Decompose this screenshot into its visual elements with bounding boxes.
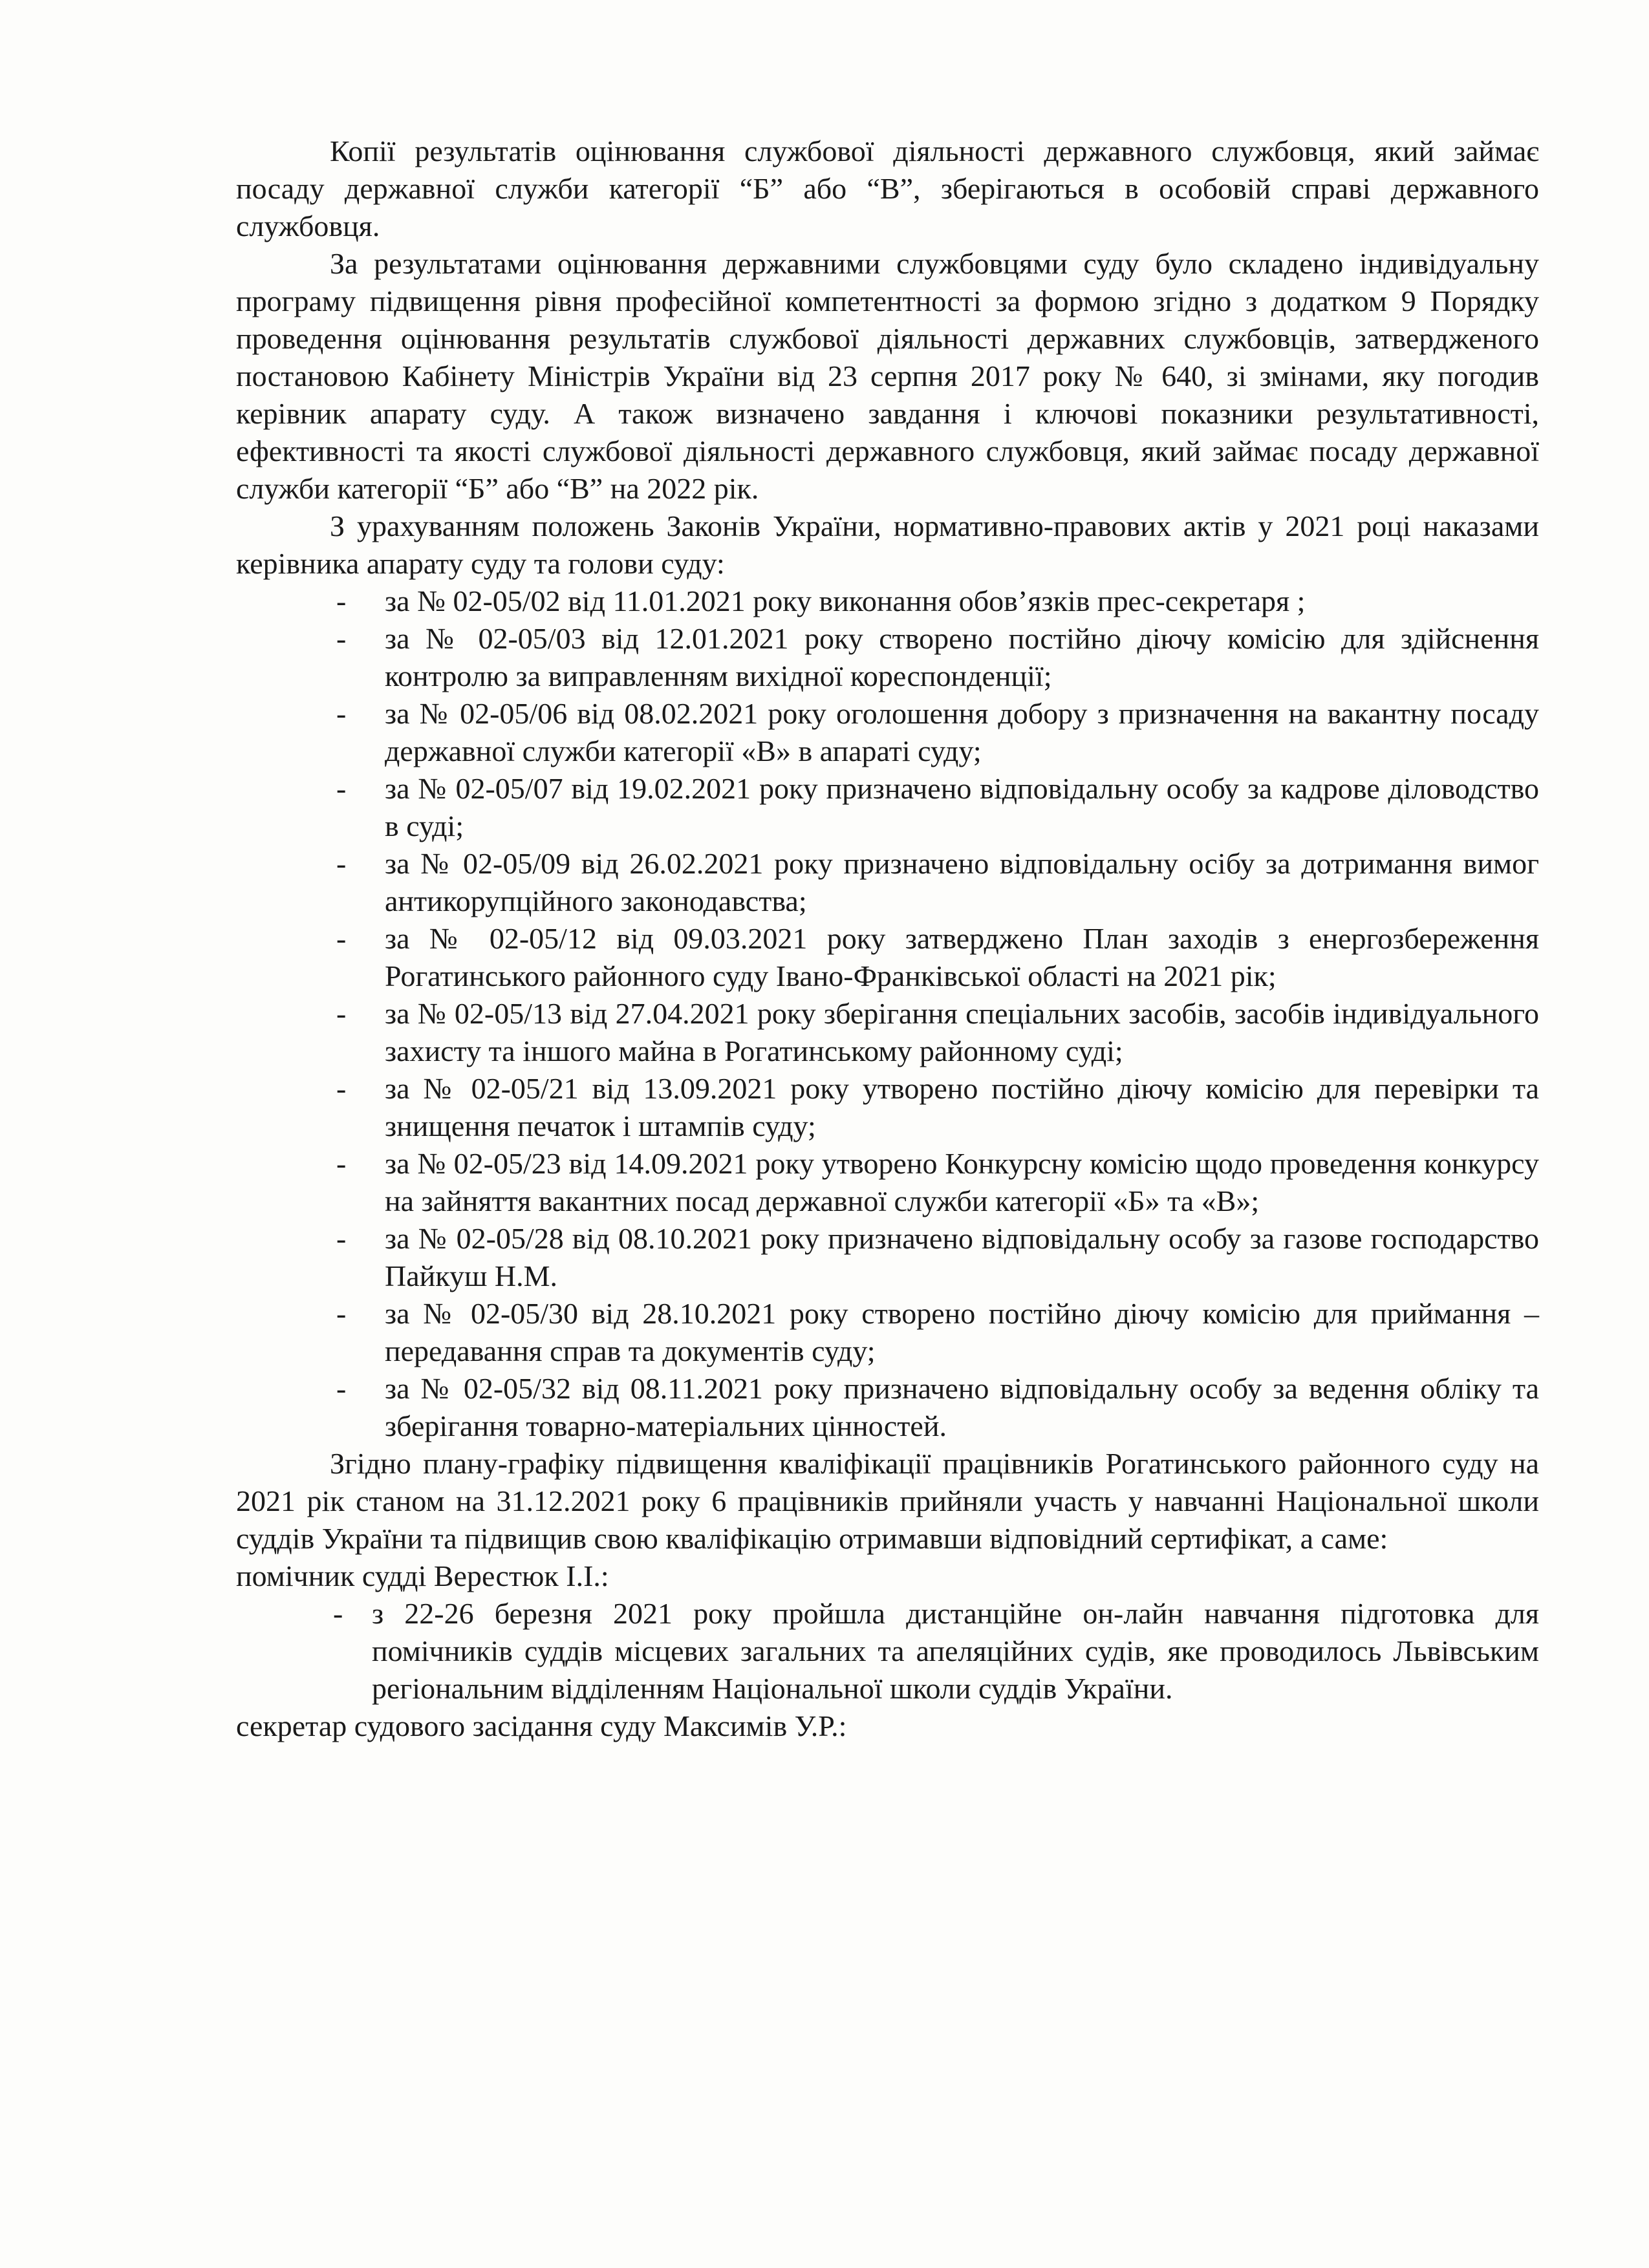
- training-list: [236, 1595, 1539, 1707]
- list-item: - з 22-26 березня 2021 року пройшла дистанційне он-лайн навчання підготовка для помічників суддів місцевих загальних та апеляційних судів, яке проводилось Львівським регіональним відділенням Національної школи суддів України.: [372, 1595, 1539, 1707]
- orders-list: [236, 583, 1539, 1445]
- person-heading-maksymiv: секретар судового засідання суду Максимів У.Р.:: [236, 1709, 847, 1742]
- paragraph-evaluation-copies: Копії результатів оцінювання службової діяльності державного службовця, який займає посаду державної служби категорії “Б” або “В”, зберігаються в особовій справі державного службовця.: [236, 134, 1539, 242]
- list-item: - за № 02-05/32 від 08.11.2021 року призначено відповідальну особу за ведення обліку та зберігання товарно-матеріальних цінностей.: [385, 1370, 1539, 1445]
- paragraph-qualification: Згідно плану-графіку підвищення кваліфікації працівників Рогатинського районного суду на 2021 рік станом на 31.12.2021 року 6 працівників прийняли участь у навчанні Національної школи суддів України та підвищив свою кваліфікацію отримавши відповідний сертифікат, а саме:: [236, 1447, 1539, 1555]
- paragraph-orders-intro: З урахуванням положень Законів України, нормативно-правових актів у 2021 році наказами керівника апарату суду та голови суду:: [236, 509, 1539, 580]
- list-item: - за № 02-05/28 від 08.10.2021 року призначено відповідальну особу за газове господарство Пайкуш Н.М.: [385, 1220, 1539, 1295]
- list-item: - за № 02-05/09 від 26.02.2021 року призначено відповідальну осібу за дотримання вимог антикорупційного законодавства;: [385, 845, 1539, 920]
- document-page: [236, 133, 1539, 1745]
- list-item: - за № 02-05/13 від 27.04.2021 року зберігання спеціальних засобів, засобів індивідуального захисту та іншого майна в Рогатинському районному суді;: [385, 995, 1539, 1070]
- list-item: - за № 02-05/12 від 09.03.2021 року затверджено План заходів з енергозбереження Рогатинського районного суду Івано-Франківської області на 2021 рік;: [385, 920, 1539, 995]
- list-item: - за № 02-05/07 від 19.02.2021 року призначено відповідальну особу за кадрове діловодство в суді;: [385, 770, 1539, 845]
- list-item: - за № 02-05/21 від 13.09.2021 року утворено постійно діючу комісію для перевірки та знищення печаток і штампів суду;: [385, 1070, 1539, 1145]
- list-item: - за № 02-05/23 від 14.09.2021 року утворено Конкурсну комісію щодо проведення конкурсу на зайняття вакантних посад державної служби категорії «Б» та «В»;: [385, 1145, 1539, 1220]
- list-item: - за № 02-05/03 від 12.01.2021 року створено постійно діючу комісію для здійснення контролю за виправленням вихідної кореспонденції;: [385, 620, 1539, 695]
- list-item: - за № 02-05/06 від 08.02.2021 року оголошення добору з призначення на вакантну посаду державної служби категорії «В» в апараті суду;: [385, 695, 1539, 770]
- list-item: - за № 02-05/02 від 11.01.2021 року виконання обов’язків прес-секретаря ;: [385, 583, 1539, 620]
- paragraph-individual-program: За результатами оцінювання державними службовцями суду було складено індивідуальну програму підвищення рівня професійної компетентності за формою згідно з додатком 9 Порядку проведення оцінювання результатів службової діяльності державних службовців, затвердженого постановою Кабінету Міністрів України від 23 серпня 2017 року № 640, зі змінами, яку погодив керівник апарату суду. А також визначено завдання і ключові показники результативності, ефективності та якості службової діяльності державного службовця, який займає посаду державної служби категорії “Б” або “В” на 2022 рік.: [236, 247, 1539, 505]
- list-item: - за № 02-05/30 від 28.10.2021 року створено постійно діючу комісію для приймання – передавання справ та документів суду;: [385, 1295, 1539, 1370]
- person-heading-verestiuk: помічник судді Верестюк І.І.:: [236, 1559, 609, 1592]
